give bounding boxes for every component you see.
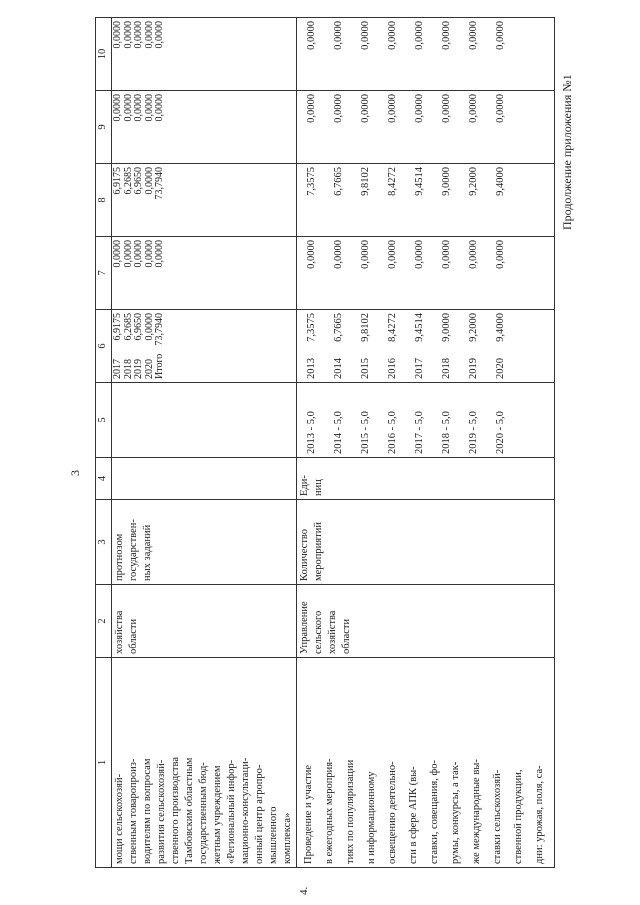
header-col-10: 10 [96,18,112,91]
row-b-local [297,91,555,164]
row-b-target [297,383,555,458]
row-b-executor [297,585,555,658]
row-b-federal-values: 0,0000 0,0000 0,0000 0,0000 0,0000 0,0000 0,0000 0,0000 [306,240,506,269]
row-b-target-values: 2013 - 5,0 2014 - 5,0 2015 - 5,0 2016 - 5,0 2017 - 5,0 2018 - 5,0 2019 - 5,0 2020 - 5,0 [306,411,506,454]
row-b-federal [297,237,555,310]
row-a-indicator [112,500,297,585]
header-row [96,18,112,868]
row-a-funding-total [112,310,297,383]
row-b-description [297,658,555,895]
row-b-local-values: 0,0000 0,0000 0,0000 0,0000 0,0000 0,0000 0,0000 0,0000 [306,94,506,123]
row-a-extra-values: 0,0000 0,0000 0,0000 0,0000 0,0000 [112,21,165,49]
row-a-years: 2017 2018 2019 2020 Итого [112,353,165,379]
row-b-total-values: 7,3575 6,7665 9,8102 8,4272 9,4514 9,0000 9,2000 9,4000 [306,313,506,342]
header-col-9: 9 [96,91,112,164]
table-row [112,18,297,868]
row-a-federal-values: 0,0000 0,0000 0,0000 0,0000 0,0000 [112,240,165,268]
header-col-2: 2 [96,585,112,658]
row-a-indicator-text: протнозом государствен- ных заданий [114,519,153,581]
header-col-1: 1 [96,658,112,868]
row-b-indicator [297,500,555,585]
row-a-regional-values: 6,9175 6,2685 6,9650 0,0000 73,7940 [112,167,165,200]
appendix-title: Продолжение приложения №1 [560,74,574,230]
header-col-7: 7 [96,237,112,310]
row-b-regional-values: 7,3575 6,7665 9,8102 8,4272 9,4514 9,0000 9,2000 9,4000 [306,167,506,196]
row-a-target [112,383,297,458]
page-number: 3 [68,470,82,476]
header-col-8: 8 [96,164,112,237]
row-a-regional [112,164,297,237]
row-a-local [112,91,297,164]
row-b-funding-total [297,310,555,383]
row-b-unit-text: Еди- ниц [299,475,324,496]
row-a-description-text: мощи сельскохозяй- ственным товаропроиз- водителям по вопросам развития сельскохозяй- ственного производства Тамбовским областным государственным бюд- жетным учреждением «Региональный инфор- мационно-консультаци- онный центр агропро- мышленного комплекса» [114,756,293,864]
row-a-executor [112,585,297,658]
row-a-executor-text: хозяйства области [114,610,139,654]
row-b-extra-values: 0,0000 0,0000 0,0000 0,0000 0,0000 0,0000 0,0000 0,0000 [306,21,506,50]
table-row [297,18,555,868]
row-a-unit [112,458,297,500]
row-number: 4. [298,886,310,895]
row-b-extra [297,18,555,91]
header-col-3: 3 [96,500,112,585]
row-b-regional [297,164,555,237]
row-b-unit [297,458,555,500]
program-table [95,17,555,895]
row-b-years: 2013 2014 2015 2016 2017 2018 2019 2020 [306,358,506,379]
row-a-extra [112,18,297,91]
row-a-description [112,658,297,868]
header-col-4: 4 [96,458,112,500]
header-col-5: 5 [96,383,112,458]
row-a-total-values: 6,9175 6,2685 6,9650 0,0000 73,7940 [112,313,165,346]
rotated-table-sheet [95,18,565,895]
row-b-executor-text: Управление сельского хозяйства области [299,601,352,654]
row-b-indicator-text: Количество мероприятий [299,522,324,581]
header-col-6: 6 [96,310,112,383]
row-a-federal [112,237,297,310]
row-a-local-values: 0,0000 0,0000 0,0000 0,0000 0,0000 [112,94,165,122]
row-b-description-text: Проведение и участие в ежегодных мероприя- тиях по популяризации и информационному освещению деятельно- сти в сфере АПК (вы- ставки, совещания, фо- румы, конкурсы, а так- же международные вы- ставки сельскохозяй- ственной продукции, дни: урожая, поля, са- [303,758,545,864]
